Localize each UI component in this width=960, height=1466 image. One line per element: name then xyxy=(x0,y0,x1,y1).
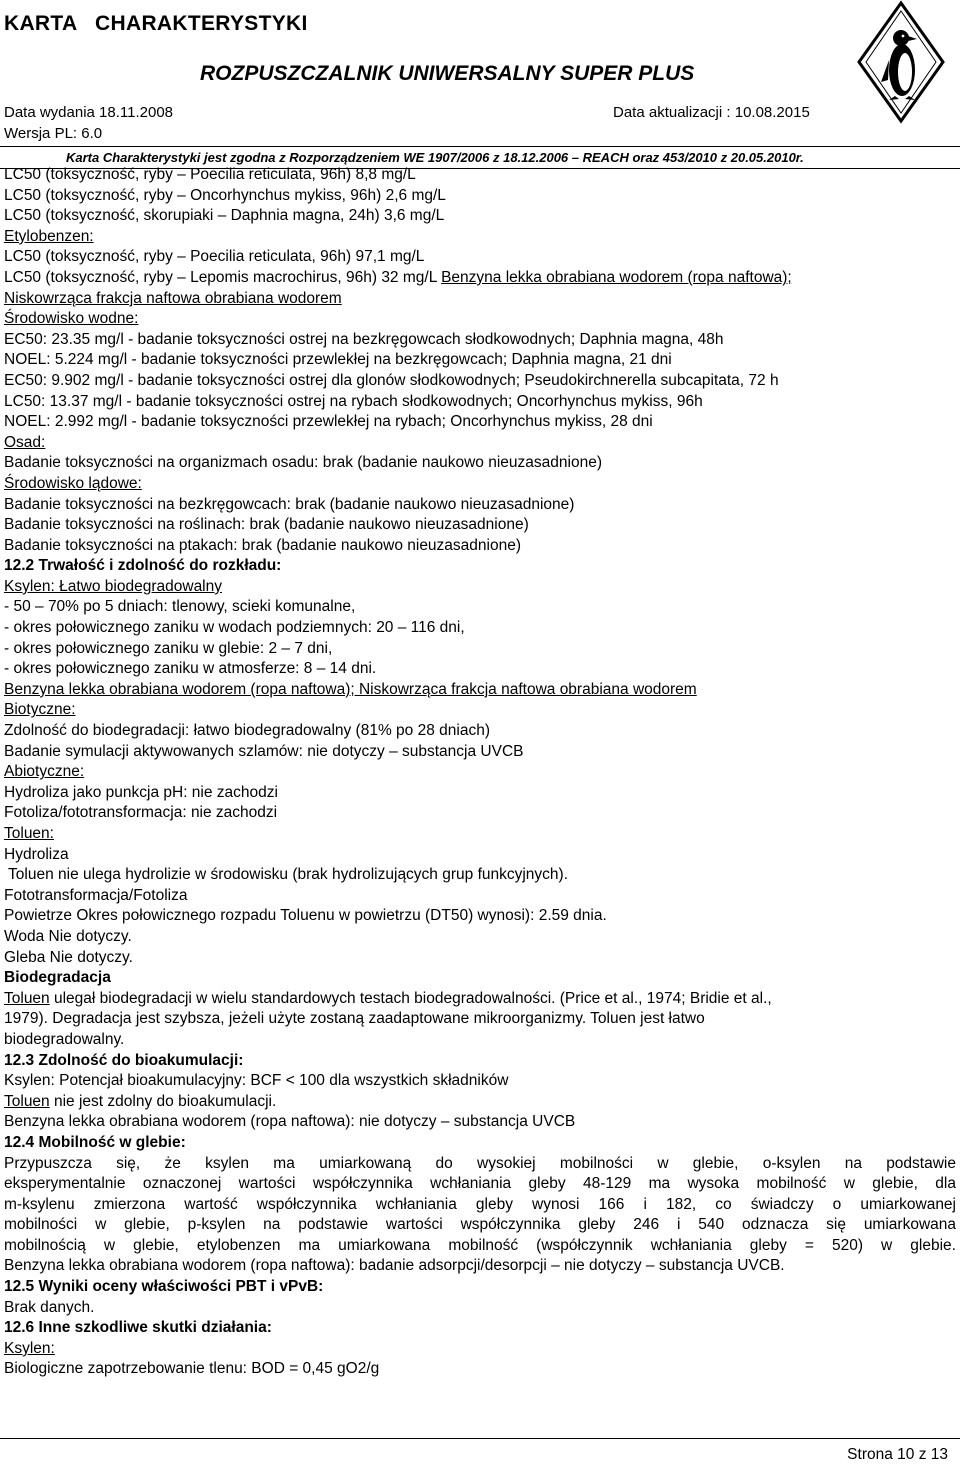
text-line: Osad: xyxy=(4,433,46,451)
text-line: LC50 (toksyczność, skorupiaki – Daphnia magna, 24h) 3,6 mg/L xyxy=(4,207,445,225)
text-line: Benzyna lekka obrabiana wodorem (ropa naftowa): nie dotyczy – substancja UVCB xyxy=(4,1113,576,1131)
document-header xyxy=(0,0,960,168)
issue-date: Data wydania 18.11.2008 xyxy=(4,104,174,121)
text-line: LC50 (toksyczność, ryby – Lepomis macrochirus, 96h) 32 mg/L Benzyna lekka obrabiana wodorem (ropa naftowa); xyxy=(4,268,792,286)
document-body xyxy=(4,165,956,1380)
penguin-diamond-logo xyxy=(855,0,947,124)
section-heading: 12.6 Inne szkodliwe skutki działania: xyxy=(4,1319,272,1337)
text-line: Ksylen: Łatwo biodegradowalny xyxy=(4,577,222,595)
text-line: NOEL: 5.224 mg/l - badanie toksyczności przewlekłej na bezkręgowcach; Daphnia magna, 21 dni xyxy=(4,351,672,369)
text-line: Hydroliza jako punkcja pH: nie zachodzi xyxy=(4,783,278,801)
text-line: Biotyczne: xyxy=(4,701,76,719)
document-type-title: KARTA CHARAKTERYSTYKI xyxy=(4,12,308,35)
text-line: - okres połowicznego zaniku w wodach podziemnych: 20 – 116 dni, xyxy=(4,619,465,637)
text-line: Ksylen: xyxy=(4,1339,55,1357)
text-line: Toluen nie jest zdolny do bioakumulacji. xyxy=(4,1092,277,1110)
text-line: Badanie toksyczności na bezkręgowcach: brak (badanie naukowo nieuzasadnione) xyxy=(4,495,575,513)
text-line: Fototransformacja/Fotoliza xyxy=(4,886,188,904)
text-line: LC50 (toksyczność, ryby – Poecilia reticulata, 96h) 8,8 mg/L xyxy=(4,166,416,183)
section-heading: Biodegradacja xyxy=(4,969,111,987)
text-line: Hydroliza xyxy=(4,845,69,863)
text-line: mobilnością w glebie, etylobenzen ma umiarkowana mobilność (współczynnik wchłaniania gleby = 520) w glebie. xyxy=(4,1236,956,1254)
text-line: Biologiczne zapotrzebowanie tlenu: BOD = 0,45 gO2/g xyxy=(4,1360,380,1378)
footer-divider xyxy=(0,1438,960,1439)
text-line: 1979). Degradacja jest szybsza, jeżeli użyte zostaną zaadaptowane mikroorganizmy. Toluen jest łatwo xyxy=(4,1010,705,1028)
text-line: Środowisko lądowe: xyxy=(4,474,142,492)
text-line: LC50 (toksyczność, ryby – Oncorhynchus mykiss, 96h) 2,6 mg/L xyxy=(4,186,446,204)
text-line: Badanie toksyczności na organizmach osadu: brak (badanie naukowo nieuzasadnione) xyxy=(4,454,602,472)
text-line: eksperymentalnie oznaczonej wartości współczynnika wchłaniania gleby 48-129 ma wysoka mobilność w glebie, dla xyxy=(4,1175,956,1193)
text-line: Abiotyczne: xyxy=(4,763,85,781)
text-line: Etylobenzen: xyxy=(4,227,94,245)
text-line: Przypuszcza się, że ksylen ma umiarkowaną do wysokiej mobilności w glebie, o-ksylen na podstawie xyxy=(4,1154,956,1172)
text-line: Gleba Nie dotyczy. xyxy=(4,948,133,966)
text-line: Fotoliza/fototransformacja: nie zachodzi xyxy=(4,804,278,822)
text-line: Toluen: xyxy=(4,825,54,842)
text-line: m-ksylenu zmierzona wartość współczynnika wchłaniania gleby wynosi 166 i 182, co świadczy o umiarkowanej xyxy=(4,1195,956,1213)
text-line: Badanie toksyczności na roślinach: brak (badanie naukowo nieuzasadnione) xyxy=(4,516,529,534)
text-line: Badanie toksyczności na ptakach: brak (badanie naukowo nieuzasadnione) xyxy=(4,536,522,554)
text-line: Środowisko wodne: xyxy=(4,310,139,328)
text-line: Benzyna lekka obrabiana wodorem (ropa naftowa): badanie adsorpcji/desorpcji – nie dotyczy – substancja UVCB. xyxy=(4,1257,785,1275)
text-line: LC50 (toksyczność, ryby – Poecilia reticulata, 96h) 97,1 mg/L xyxy=(4,248,425,266)
page-number: Strona 10 z 13 xyxy=(847,1446,948,1463)
text-line: - okres połowicznego zaniku w atmosferze: 8 – 14 dni. xyxy=(4,660,377,678)
regulation-note: Karta Charakterystyki jest zgodna z Rozporządzeniem WE 1907/2006 z 18.12.2006 – REACH oraz 453/2010 z 20.05.2010r. xyxy=(66,150,804,165)
text-line: EC50: 9.902 mg/l - badanie toksyczności ostrej dla glonów słodkowodnych; Pseudokirchnerella subcapitata, 72 h xyxy=(4,371,779,389)
version-label: Wersja PL: 6.0 xyxy=(4,125,103,142)
text-line: LC50: 13.37 mg/l - badanie toksyczności ostrej na rybach słodkowodnych; Oncorhynchus mykiss, 96h xyxy=(4,392,703,410)
text-line: Niskowrząca frakcja naftowa obrabiana wodorem xyxy=(4,289,342,307)
text-line: Powietrze Okres połowicznego rozpadu Toluenu w powietrzu (DT50) wynosi): 2.59 dnia. xyxy=(4,907,607,925)
text-line: NOEL: 2.992 mg/l - badanie toksyczności przewlekłej na rybach; Oncorhynchus mykiss, 28 dni xyxy=(4,413,653,431)
product-name: ROZPUSZCZALNIK UNIWERSALNY SUPER PLUS xyxy=(200,62,695,85)
text-line: Woda Nie dotyczy. xyxy=(4,927,132,945)
text-line: EC50: 23.35 mg/l - badanie toksyczności ostrej na bezkręgowcach słodkowodnych; Daphnia magna, 48h xyxy=(4,330,724,348)
text-line: Ksylen: Potencjał bioakumulacyjny: BCF < 100 dla wszystkich składników xyxy=(4,1072,509,1090)
update-date: Data aktualizacji : 10.08.2015 xyxy=(613,104,810,121)
section-heading: 12.3 Zdolność do bioakumulacji: xyxy=(4,1051,244,1069)
text-line: - okres połowicznego zaniku w glebie: 2 – 7 dni, xyxy=(4,639,333,657)
section-heading: 12.4 Mobilność w glebie: xyxy=(4,1133,186,1151)
text-line: - 50 – 70% po 5 dniach: tlenowy, scieki komunalne, xyxy=(4,598,356,616)
text-line: Badanie symulacji aktywowanych szlamów: nie dotyczy – substancja UVCB xyxy=(4,742,524,760)
section-heading: 12.5 Wyniki oceny właściwości PBT i vPvB: xyxy=(4,1278,324,1296)
text-line: mobilności w glebie, p-ksylen na podstawie wartości współczynnika gleby 246 i 540 odznacza się umiarkowana xyxy=(4,1216,956,1234)
text-line: Zdolność do biodegradacji: łatwo biodegradowalny (81% po 28 dniach) xyxy=(4,722,490,740)
text-line: Toluen ulegał biodegradacji w wielu standardowych testach biodegradowalności. (Price et al., 1974; Bridie et al., xyxy=(4,989,772,1007)
page-footer xyxy=(0,1438,960,1463)
text-line: biodegradowalny. xyxy=(4,1030,125,1048)
text-line: Toluen nie ulega hydrolizie w środowisku (brak hydrolizujących grup funkcyjnych). xyxy=(4,866,569,884)
header-divider-top xyxy=(0,146,960,147)
section-heading: 12.2 Trwałość i zdolność do rozkładu: xyxy=(4,557,282,575)
text-line: Benzyna lekka obrabiana wodorem (ropa naftowa); Niskowrząca frakcja naftowa obrabiana wodorem xyxy=(4,680,697,698)
text-line: Brak danych. xyxy=(4,1298,95,1316)
